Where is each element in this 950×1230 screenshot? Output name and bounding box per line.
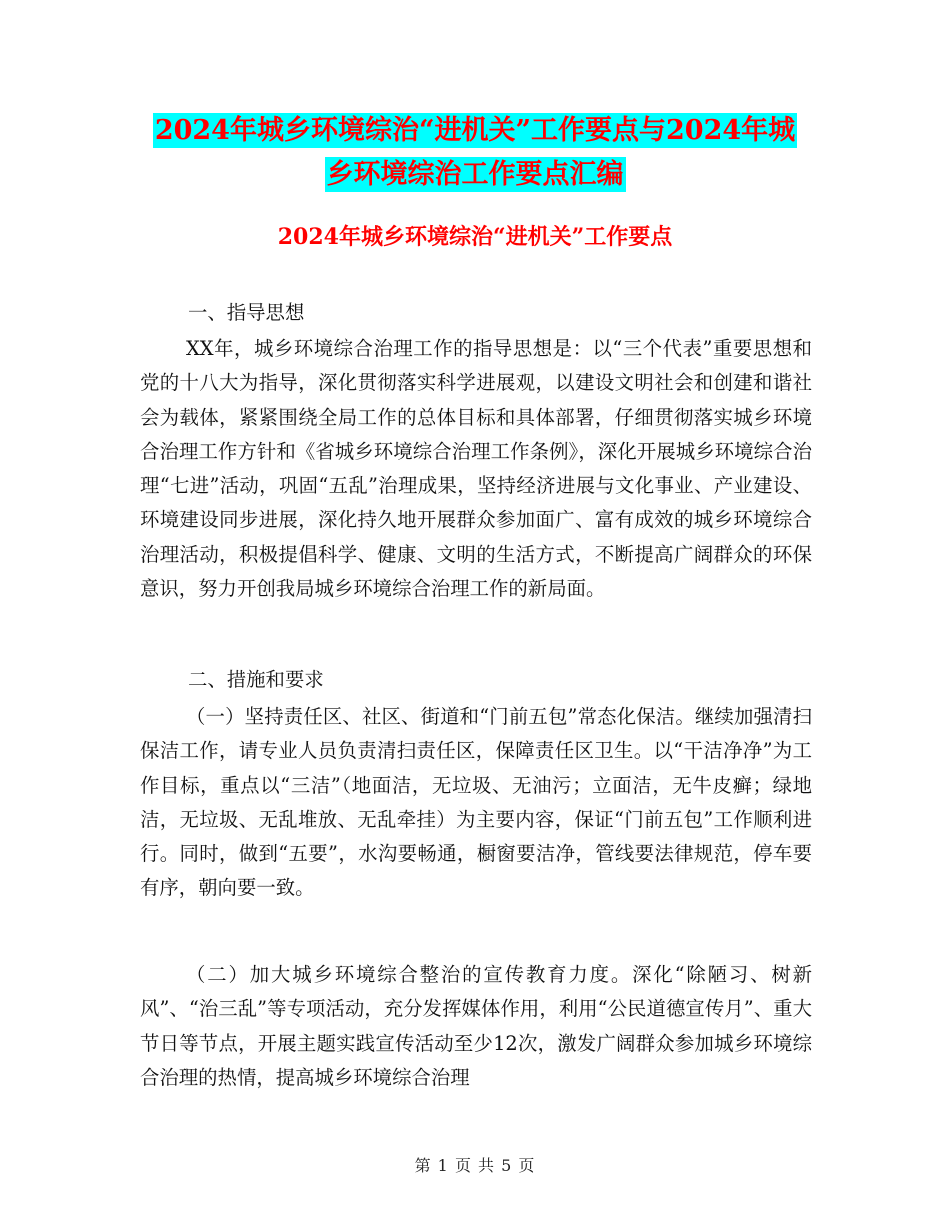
paragraph-guiding-ideology: XX年，城乡环境综合治理工作的指导思想是：以“三个代表”重要思想和党的十八大为指导，深化贯彻落实科学进展观，以建设文明社会和创建和谐社会为载体，紧紧围绕全局工作的总体目标和具体部署，仔细贯彻落实城乡环境合治理工作方针和《省城乡环境综合治理工作条例》，深化开展城乡环境综合治理“七进”活动，巩固“五乱”治理成果，坚持经济进展与文化事业、产业建设、环境建设同步进展，深化持久地开展群众参加面广、富有成效的城乡环境综合治理活动，积极提倡科学、健康、文明的生活方式，不断提高广阔群众的环保意识，努力开创我局城乡环境综合治理工作的新局面。 [140,337,812,601]
paragraph-measure-2: （二）加大城乡环境综合整治的宣传教育力度。深化“除陋习、树新风”、“治三乱”等专项活动，充分发挥媒体作用，利用“公民道德宣传月”、重大节日等节点，开展主题实践宣传活动至少12次，激发广阔群众参加城乡环境综合治理的热情，提高城乡环境综合治理 [140,963,812,1089]
title-highlight: 2024年城乡环境综治“进机关”工作要点与2024年城 [154,115,796,146]
section-heading-measures: 二、措施和要求 [188,668,324,691]
document-title-line-2 [0,157,950,193]
section-title: 2024年城乡环境综治“进机关”工作要点 [277,224,673,250]
section-heading-guiding-ideology: 一、指导思想 [188,301,305,324]
paragraph-measure-1: （一）坚持责任区、社区、街道和“门前五包”常态化保洁。继续加强清扫保洁工作，请专业人员负责清扫责任区，保障责任区卫生。以“干洁净净”为工作目标，重点以“三洁”（地面洁，无垃圾、无油污；立面洁，无牛皮癣；绿地洁，无垃圾、无乱堆放、无乱牵挂）为主要内容，保证“门前五包”工作顺利进行。同时，做到“五要”，水沟要畅通，橱窗要洁净，管线要法律规范，停车要有序，朝向要一致。 [140,705,812,900]
title-highlight: 乡环境综治工作要点汇编 [326,159,624,190]
page-number-footer: 第 1 页 共 5 页 [414,1156,536,1175]
document-title-line-1 [0,113,950,149]
